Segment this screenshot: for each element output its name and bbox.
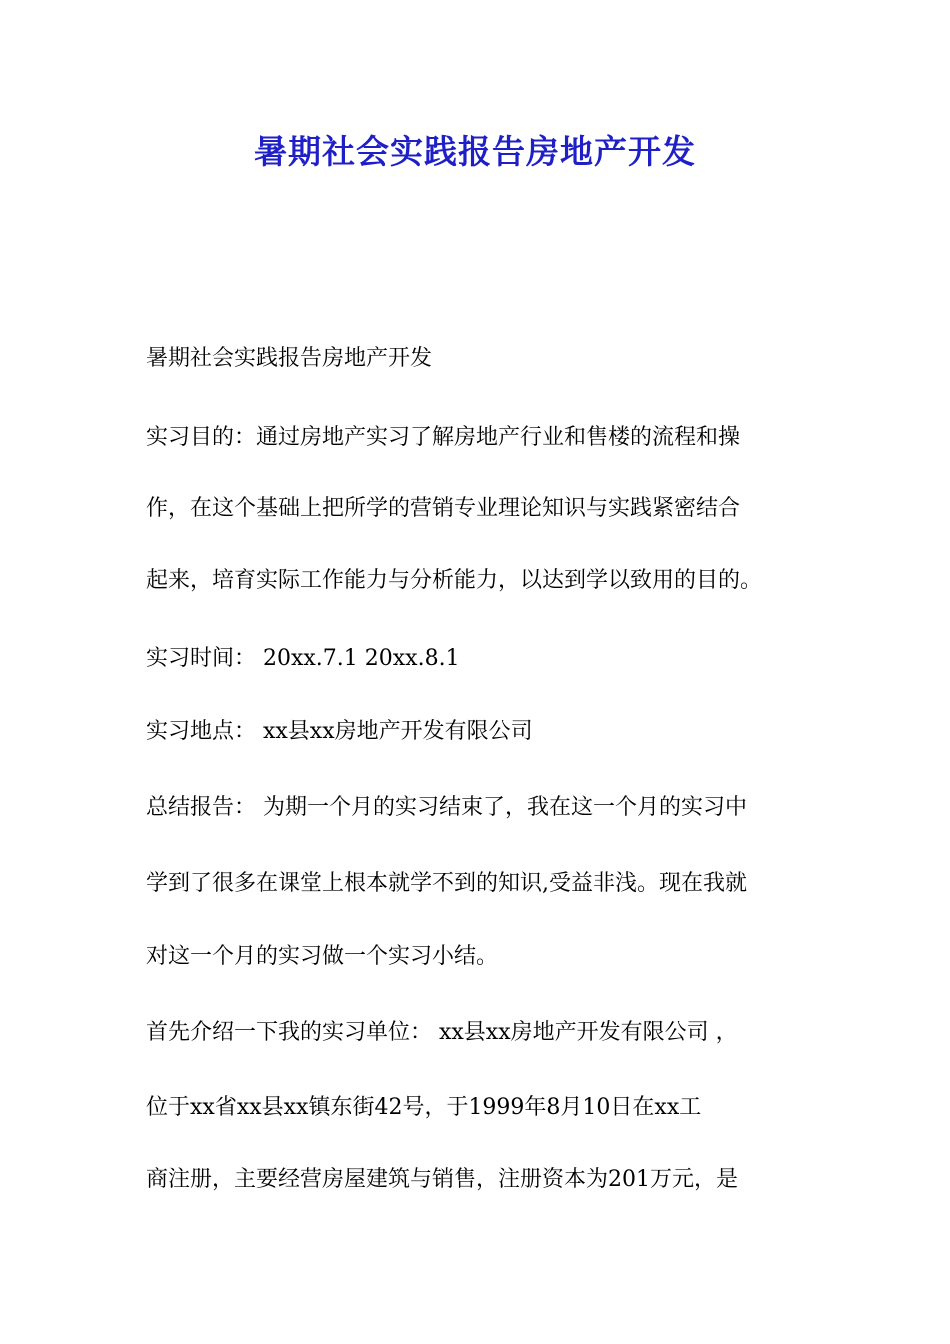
body-line: 实习目的：通过房地产实习了解房地产行业和售楼的流程和操 xyxy=(146,425,741,450)
document-title: 暑期社会实践报告房地产开发 xyxy=(254,132,696,171)
body-line: 作，在这个基础上把所学的营销专业理论知识与实践紧密结合 xyxy=(146,496,741,521)
body-line: 位于xx省xx县xx镇东街42号，于1999年8月10日在xx工 xyxy=(146,1095,702,1120)
body-line: 总结报告： 为期一个月的实习结束了，我在这一个月的实习中 xyxy=(146,795,747,820)
body-line: 对这一个月的实习做一个实习小结。 xyxy=(146,944,499,969)
body-line: 商注册，主要经营房屋建筑与销售，注册资本为201万元，是 xyxy=(146,1167,738,1192)
body-line: 学到了很多在课堂上根本就学不到的知识,受益非浅。现在我就 xyxy=(146,871,747,896)
body-line: 暑期社会实践报告房地产开发 xyxy=(146,346,433,371)
body-line: 首先介绍一下我的实习单位： xx县xx房地产开发有限公司 ， xyxy=(146,1020,738,1045)
body-line: 起来，培育实际工作能力与分析能力，以达到学以致用的目的。 xyxy=(146,568,763,593)
body-line: 实习地点： xx县xx房地产开发有限公司 xyxy=(146,719,533,744)
body-line: 实习时间： 20xx.7.1 20xx.8.1 xyxy=(146,646,460,671)
